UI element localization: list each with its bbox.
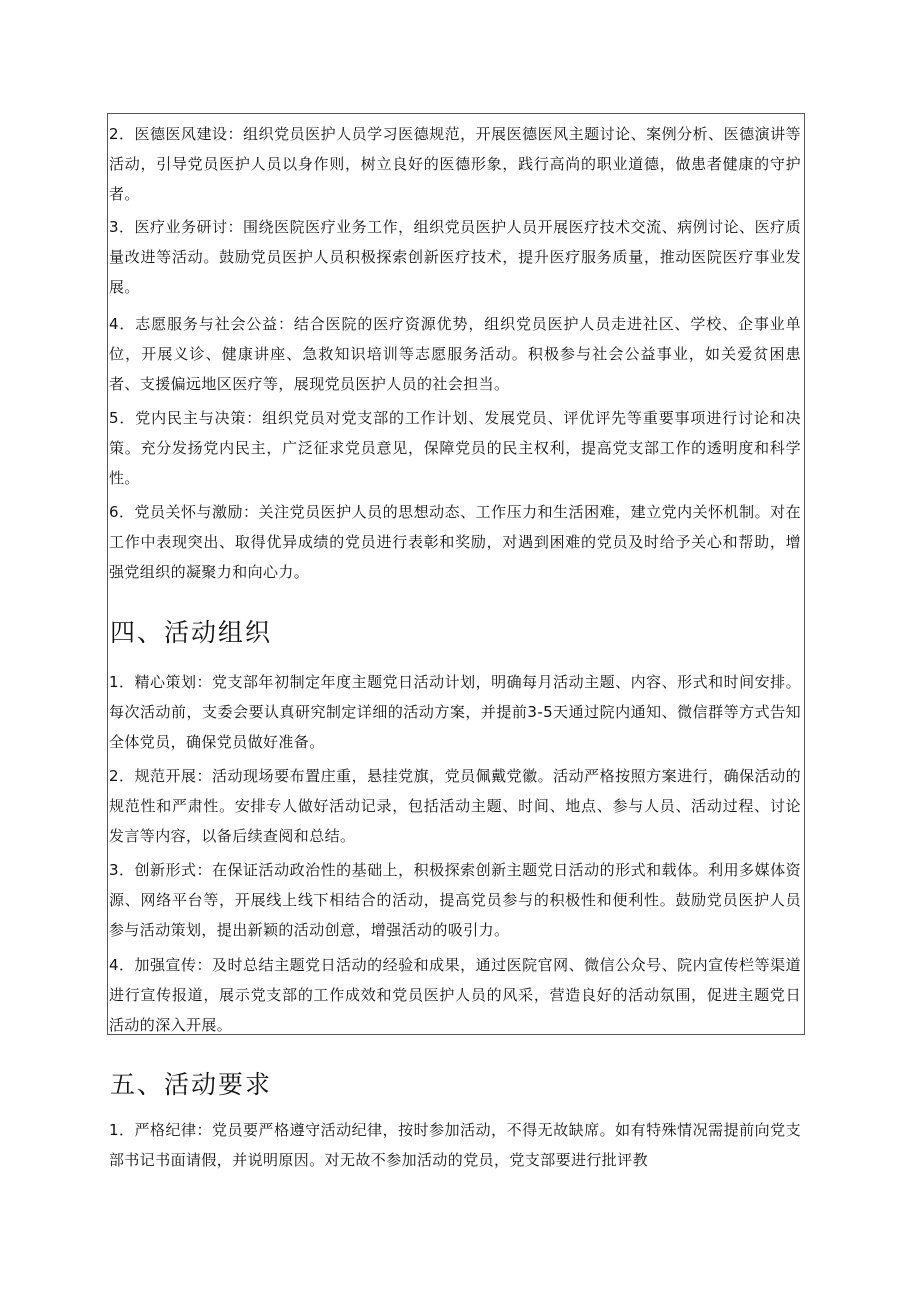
section5-heading: 五、活动要求 [110, 1070, 273, 1099]
section4-item-4: 4．加强宣传：及时总结主题党日活动的经验和成果，通过医院官网、微信公众号、院内宣传栏等渠道进行宣传报道，展示党支部的工作成效和党员医护人员的风采，营造良好的活动氛围，促进主题党日活动的深入开展。 [109, 956, 801, 1034]
section3-item-6: 6．党员关怀与激励：关注党员医护人员的思想动态、工作压力和生活困难，建立党内关怀机制。对在工作中表现突出、取得优异成绩的党员进行表彰和奖励，对遇到困难的党员及时给予关心和帮助，增强党组织的凝聚力和向心力。 [109, 503, 801, 581]
section5-item-1: 1．严格纪律：党员要严格遵守活动纪律，按时参加活动，不得无故缺席。如有特殊情况需提前向党支部书记书面请假，并说明原因。对无故不参加活动的党员，党支部要进行批评教 [109, 1121, 801, 1169]
section4-item-2: 2．规范开展：活动现场要布置庄重，悬挂党旗，党员佩戴党徽。活动严格按照方案进行，确保活动的规范性和严肃性。安排专人做好活动记录，包括活动主题、时间、地点、参与人员、活动过程、讨论发言等内容，以备后续查阅和总结。 [109, 767, 801, 845]
section4-heading: 四、活动组织 [110, 618, 273, 647]
section3-item-3: 3．医疗业务研讨：围绕医院医疗业务工作，组织党员医护人员开展医疗技术交流、病例讨论、医疗质量改进等活动。鼓励党员医护人员积极探索创新医疗技术，提升医疗服务质量，推动医院医疗事业发展。 [109, 218, 801, 296]
section3-item-4: 4．志愿服务与社会公益：结合医院的医疗资源优势，组织党员医护人员走进社区、学校、企事业单位，开展义诊、健康讲座、急救知识培训等志愿服务活动。积极参与社会公益事业，如关爱贫困患者、支援偏远地区医疗等，展现党员医护人员的社会担当。 [109, 315, 801, 393]
section4-item-1: 1．精心策划：党支部年初制定年度主题党日活动计划，明确每月活动主题、内容、形式和时间安排。每次活动前，支委会要认真研究制定详细的活动方案，并提前3-5天通过院内通知、微信群等方式告知全体党员，确保党员做好准备。 [109, 673, 801, 751]
section3-item-5: 5．党内民主与决策：组织党员对党支部的工作计划、发展党员、评优评先等重要事项进行讨论和决策。充分发扬党内民主，广泛征求党员意见，保障党员的民主权利，提高党支部工作的透明度和科学性。 [109, 409, 801, 487]
section4-item-3: 3．创新形式：在保证活动政治性的基础上，积极探索创新主题党日活动的形式和载体。利用多媒体资源、网络平台等，开展线上线下相结合的活动，提高党员参与的积极性和便利性。鼓励党员医护人员参与活动策划，提出新颖的活动创意，增强活动的吸引力。 [109, 861, 801, 939]
section3-item-2: 2．医德医风建设：组织党员医护人员学习医德规范，开展医德医风主题讨论、案例分析、医德演讲等活动，引导党员医护人员以身作则，树立良好的医德形象，践行高尚的职业道德，做患者健康的守护者。 [109, 125, 801, 203]
